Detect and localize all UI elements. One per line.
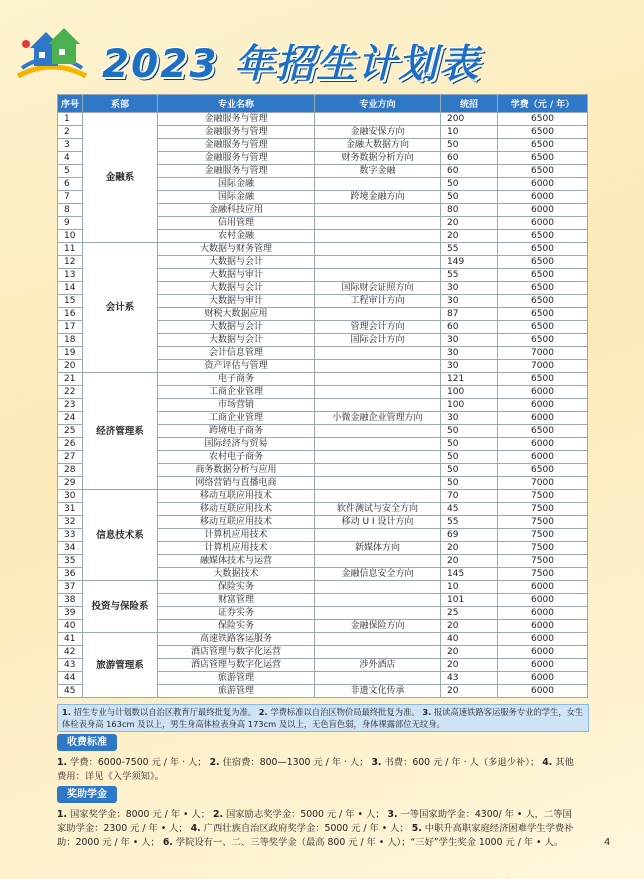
cell-major: 高速铁路客运服务	[158, 633, 315, 646]
cell-major: 金融服务与管理	[158, 152, 315, 165]
fee-num: 4.	[542, 757, 553, 768]
cell-index: 23	[58, 399, 83, 412]
cell-tuition: 6000	[498, 217, 588, 230]
cell-major: 酒店管理与数字化运营	[158, 646, 315, 659]
cell-index: 10	[58, 230, 83, 243]
cell-major: 农村金融	[158, 230, 315, 243]
cell-major: 酒店管理与数字化运营	[158, 659, 315, 672]
cell-quota: 60	[441, 165, 498, 178]
cell-quota: 50	[441, 425, 498, 438]
cell-direction	[315, 555, 441, 568]
cell-direction	[315, 347, 441, 360]
cell-major: 金融服务与管理	[158, 126, 315, 139]
cell-index: 17	[58, 321, 83, 334]
cell-major: 大数据与审计	[158, 295, 315, 308]
cell-quota: 20	[441, 659, 498, 672]
cell-quota: 100	[441, 399, 498, 412]
cell-direction: 国际财会证照方向	[315, 282, 441, 295]
sch-num: 6.	[162, 837, 173, 848]
cell-major: 旅游管理	[158, 685, 315, 698]
note-text: 报读高速铁路客运服务专业的学生，女生体检表身高 163cm 及以上，男生身高体检表身高 173cm 及以上，无色盲色弱，身体裸露部位无纹身。	[62, 707, 584, 729]
cell-index: 43	[58, 659, 83, 672]
cell-dept: 信息技术系	[83, 490, 158, 581]
sch-num: 3.	[387, 809, 398, 820]
cell-major: 国际金融	[158, 191, 315, 204]
cell-direction: 管理会计方向	[315, 321, 441, 334]
cell-direction: 移动 U I 设计方向	[315, 516, 441, 529]
cell-quota: 60	[441, 152, 498, 165]
fee-num: 3.	[371, 757, 382, 768]
cell-quota: 50	[441, 477, 498, 490]
cell-quota: 101	[441, 594, 498, 607]
cell-dept: 旅游管理系	[83, 633, 158, 698]
cell-direction	[315, 594, 441, 607]
cell-tuition: 6500	[498, 282, 588, 295]
cell-tuition: 6000	[498, 659, 588, 672]
cell-tuition: 6000	[498, 633, 588, 646]
cell-index: 12	[58, 256, 83, 269]
table-row	[58, 633, 588, 646]
cell-tuition: 6000	[498, 438, 588, 451]
cell-quota: 50	[441, 191, 498, 204]
cell-tuition: 6500	[498, 269, 588, 282]
cell-major: 大数据与会计	[158, 256, 315, 269]
table-row	[58, 581, 588, 594]
table-body	[58, 113, 588, 698]
sch-text: 一等国家助学金：4300/ 年 • 人，二等国家助学金：2300 元 / 年 • 人；	[57, 809, 572, 834]
note-num: 1.	[62, 707, 71, 717]
cell-tuition: 6000	[498, 646, 588, 659]
sch-num: 4.	[190, 823, 201, 834]
cell-index: 35	[58, 555, 83, 568]
sch-text: 国家奖学金：8000 元 / 年 • 人；	[67, 809, 210, 820]
cell-quota: 50	[441, 451, 498, 464]
cell-major: 旅游管理	[158, 672, 315, 685]
cell-index: 31	[58, 503, 83, 516]
cell-major: 移动互联应用技术	[158, 516, 315, 529]
cell-major: 国际金融	[158, 178, 315, 191]
sch-text: 学院设有一、二、三等奖学金（最高 800 元 / 年 • 人）；“三好”学生奖金 1000 元 / 年 • 人。	[172, 837, 564, 848]
cell-major: 金融服务与管理	[158, 165, 315, 178]
cell-direction	[315, 243, 441, 256]
cell-quota: 20	[441, 230, 498, 243]
cell-tuition: 7000	[498, 360, 588, 373]
cell-quota: 40	[441, 633, 498, 646]
cell-index: 38	[58, 594, 83, 607]
cell-tuition: 6500	[498, 152, 588, 165]
cell-direction: 数字金融	[315, 165, 441, 178]
cell-quota: 55	[441, 269, 498, 282]
header-dept: 系部	[83, 95, 158, 113]
cell-index: 9	[58, 217, 83, 230]
cell-direction: 财务数据分析方向	[315, 152, 441, 165]
cell-tuition: 7500	[498, 503, 588, 516]
cell-major: 计算机应用技术	[158, 542, 315, 555]
cell-tuition: 6500	[498, 464, 588, 477]
cell-major: 财税大数据应用	[158, 308, 315, 321]
scholarship-text	[57, 808, 579, 850]
cell-index: 1	[58, 113, 83, 126]
cell-tuition: 7500	[498, 516, 588, 529]
cell-tuition: 7500	[498, 529, 588, 542]
cell-dept: 投资与保险系	[83, 581, 158, 633]
cell-quota: 50	[441, 438, 498, 451]
cell-quota: 30	[441, 360, 498, 373]
cell-major: 计算机应用技术	[158, 529, 315, 542]
cell-index: 6	[58, 178, 83, 191]
cell-tuition: 7000	[498, 347, 588, 360]
cell-major: 国际经济与贸易	[158, 438, 315, 451]
cell-tuition: 7500	[498, 542, 588, 555]
cell-direction	[315, 477, 441, 490]
fee-text: 其他费用：详见《入学须知》。	[57, 757, 574, 782]
cell-index: 39	[58, 607, 83, 620]
cell-tuition: 6000	[498, 581, 588, 594]
cell-quota: 20	[441, 555, 498, 568]
cell-direction	[315, 178, 441, 191]
cell-tuition: 6000	[498, 191, 588, 204]
cell-direction	[315, 386, 441, 399]
cell-tuition: 6000	[498, 412, 588, 425]
sch-num: 5.	[411, 823, 422, 834]
cell-quota: 80	[441, 204, 498, 217]
cell-tuition: 6500	[498, 373, 588, 386]
cell-major: 会计信息管理	[158, 347, 315, 360]
sch-text: 中职升高职家庭经济困难学生学费补助：2000 元 / 年 • 人；	[57, 823, 574, 848]
scholarship-badge: 奖助学金	[57, 786, 117, 803]
fee-text: 书费：600 元 / 年 · 人（多退少补）；	[381, 757, 540, 768]
cell-major: 工商企业管理	[158, 412, 315, 425]
cell-tuition: 6000	[498, 451, 588, 464]
header-direction: 专业方向	[315, 95, 441, 113]
cell-quota: 20	[441, 685, 498, 698]
cell-dept: 经济管理系	[83, 373, 158, 490]
cell-quota: 30	[441, 334, 498, 347]
cell-major: 电子商务	[158, 373, 315, 386]
cell-major: 资产评估与管理	[158, 360, 315, 373]
cell-major: 金融服务与管理	[158, 113, 315, 126]
enrollment-plan-table	[57, 94, 588, 698]
cell-direction	[315, 607, 441, 620]
cell-tuition: 6500	[498, 295, 588, 308]
cell-major: 市场营销	[158, 399, 315, 412]
cell-index: 21	[58, 373, 83, 386]
cell-major: 大数据与会计	[158, 282, 315, 295]
cell-tuition: 6500	[498, 256, 588, 269]
cell-direction	[315, 490, 441, 503]
cell-index: 44	[58, 672, 83, 685]
cell-direction: 跨境金融方向	[315, 191, 441, 204]
cell-index: 19	[58, 347, 83, 360]
cell-index: 33	[58, 529, 83, 542]
cell-index: 30	[58, 490, 83, 503]
cell-index: 7	[58, 191, 83, 204]
fee-text: 住宿费：800—1300 元 / 年 · 人；	[219, 757, 369, 768]
cell-major: 大数据与审计	[158, 269, 315, 282]
table-row	[58, 373, 588, 386]
cell-major: 大数据与会计	[158, 334, 315, 347]
cell-tuition: 6000	[498, 204, 588, 217]
page-title: 2023 年招生计划表	[102, 42, 481, 87]
table-header-row	[58, 95, 588, 113]
cell-quota: 43	[441, 672, 498, 685]
cell-tuition: 6000	[498, 399, 588, 412]
cell-tuition: 6000	[498, 594, 588, 607]
cell-tuition: 6500	[498, 126, 588, 139]
cell-index: 2	[58, 126, 83, 139]
table-row	[58, 490, 588, 503]
cell-major: 工商企业管理	[158, 386, 315, 399]
cell-direction: 国际会计方向	[315, 334, 441, 347]
cell-index: 36	[58, 568, 83, 581]
cell-index: 28	[58, 464, 83, 477]
cell-major: 商务数据分析与应用	[158, 464, 315, 477]
cell-major: 财富管理	[158, 594, 315, 607]
cell-quota: 50	[441, 178, 498, 191]
school-logo	[12, 18, 92, 84]
sch-text: 广西壮族自治区政府奖学金：5000 元 / 年 • 人；	[200, 823, 409, 834]
cell-quota: 70	[441, 490, 498, 503]
cell-direction: 金融保险方向	[315, 620, 441, 633]
cell-major: 金融服务与管理	[158, 139, 315, 152]
cell-direction	[315, 464, 441, 477]
cell-tuition: 6500	[498, 243, 588, 256]
fees-text	[57, 756, 579, 784]
cell-tuition: 6500	[498, 165, 588, 178]
cell-quota: 121	[441, 373, 498, 386]
cell-index: 22	[58, 386, 83, 399]
cell-tuition: 6000	[498, 178, 588, 191]
sch-num: 2.	[212, 809, 223, 820]
page-number: 4	[604, 837, 611, 848]
cell-index: 18	[58, 334, 83, 347]
cell-dept: 会计系	[83, 243, 158, 373]
cell-index: 32	[58, 516, 83, 529]
cell-tuition: 6500	[498, 308, 588, 321]
note-num: 3.	[422, 707, 432, 717]
cell-tuition: 6500	[498, 113, 588, 126]
cell-dept: 金融系	[83, 113, 158, 243]
cell-index: 8	[58, 204, 83, 217]
cell-direction	[315, 217, 441, 230]
cell-index: 29	[58, 477, 83, 490]
cell-index: 14	[58, 282, 83, 295]
cell-direction	[315, 633, 441, 646]
cell-index: 34	[58, 542, 83, 555]
sch-num: 1.	[57, 809, 68, 820]
cell-tuition: 6500	[498, 321, 588, 334]
cell-tuition: 7000	[498, 477, 588, 490]
cell-index: 20	[58, 360, 83, 373]
cell-quota: 30	[441, 412, 498, 425]
cell-direction: 金融大数据方向	[315, 139, 441, 152]
cell-index: 25	[58, 425, 83, 438]
cell-quota: 10	[441, 581, 498, 594]
cell-index: 3	[58, 139, 83, 152]
fees-badge: 收费标准	[57, 734, 117, 751]
cell-major: 移动互联应用技术	[158, 503, 315, 516]
cell-quota: 30	[441, 282, 498, 295]
cell-major: 证券实务	[158, 607, 315, 620]
cell-tuition: 6500	[498, 334, 588, 347]
cell-tuition: 6000	[498, 672, 588, 685]
cell-quota: 10	[441, 126, 498, 139]
cell-tuition: 7500	[498, 555, 588, 568]
cell-direction	[315, 373, 441, 386]
table-row	[58, 113, 588, 126]
cell-quota: 20	[441, 620, 498, 633]
cell-direction	[315, 360, 441, 373]
cell-quota: 87	[441, 308, 498, 321]
cell-major: 保险实务	[158, 620, 315, 633]
cell-major: 大数据与财务管理	[158, 243, 315, 256]
cell-quota: 30	[441, 295, 498, 308]
cell-index: 45	[58, 685, 83, 698]
cell-major: 大数据与会计	[158, 321, 315, 334]
cell-direction	[315, 425, 441, 438]
table-row	[58, 243, 588, 256]
cell-major: 跨境电子商务	[158, 425, 315, 438]
cell-direction	[315, 529, 441, 542]
cell-direction	[315, 256, 441, 269]
cell-direction	[315, 399, 441, 412]
cell-quota: 45	[441, 503, 498, 516]
cell-direction	[315, 308, 441, 321]
cell-quota: 30	[441, 347, 498, 360]
cell-direction	[315, 646, 441, 659]
header-tuition: 学费（元 / 年）	[498, 95, 588, 113]
header-quota: 统招	[441, 95, 498, 113]
cell-quota: 55	[441, 243, 498, 256]
cell-direction: 涉外酒店	[315, 659, 441, 672]
cell-direction	[315, 230, 441, 243]
cell-major: 农村电子商务	[158, 451, 315, 464]
footnote-box	[57, 704, 589, 732]
fee-num: 1.	[57, 757, 68, 768]
note-text: 招生专业与计划数以自治区教育厅最终批复为准。	[70, 707, 257, 717]
cell-direction: 新媒体方向	[315, 542, 441, 555]
cell-quota: 20	[441, 542, 498, 555]
cell-major: 移动互联应用技术	[158, 490, 315, 503]
cell-direction	[315, 581, 441, 594]
cell-major: 信用管理	[158, 217, 315, 230]
cell-tuition: 6500	[498, 139, 588, 152]
cell-index: 24	[58, 412, 83, 425]
header-major: 专业名称	[158, 95, 315, 113]
cell-quota: 100	[441, 386, 498, 399]
cell-direction: 金融安保方向	[315, 126, 441, 139]
cell-quota: 25	[441, 607, 498, 620]
cell-quota: 55	[441, 516, 498, 529]
cell-quota: 20	[441, 217, 498, 230]
cell-tuition: 6000	[498, 607, 588, 620]
sch-text: 国家励志奖学金：5000 元 / 年 • 人；	[222, 809, 385, 820]
cell-tuition: 7500	[498, 490, 588, 503]
cell-major: 融媒体技术与运营	[158, 555, 315, 568]
cell-index: 27	[58, 451, 83, 464]
fee-text: 学费：6000-7500 元 / 年 · 人；	[67, 757, 207, 768]
cell-direction	[315, 204, 441, 217]
cell-index: 26	[58, 438, 83, 451]
cell-direction: 小微金融企业管理方向	[315, 412, 441, 425]
cell-index: 37	[58, 581, 83, 594]
cell-tuition: 6500	[498, 425, 588, 438]
cell-quota: 200	[441, 113, 498, 126]
cell-index: 4	[58, 152, 83, 165]
cell-major: 金融科技应用	[158, 204, 315, 217]
fee-num: 2.	[209, 757, 220, 768]
cell-index: 15	[58, 295, 83, 308]
cell-quota: 50	[441, 139, 498, 152]
cell-quota: 60	[441, 321, 498, 334]
cell-direction	[315, 438, 441, 451]
cell-index: 16	[58, 308, 83, 321]
cell-quota: 69	[441, 529, 498, 542]
cell-major: 大数据技术	[158, 568, 315, 581]
cell-direction	[315, 672, 441, 685]
cell-direction	[315, 269, 441, 282]
cell-index: 5	[58, 165, 83, 178]
cell-index: 11	[58, 243, 83, 256]
cell-direction: 软件测试与安全方向	[315, 503, 441, 516]
cell-index: 40	[58, 620, 83, 633]
cell-tuition: 7500	[498, 568, 588, 581]
note-text: 学费标准以自治区物价局最终批复为准。	[267, 707, 420, 717]
header-index: 序号	[58, 95, 83, 113]
cell-tuition: 6000	[498, 386, 588, 399]
cell-direction: 非遗文化传承	[315, 685, 441, 698]
cell-tuition: 6500	[498, 230, 588, 243]
cell-quota: 20	[441, 646, 498, 659]
cell-tuition: 6000	[498, 620, 588, 633]
cell-tuition: 6000	[498, 685, 588, 698]
cell-quota: 50	[441, 464, 498, 477]
cell-direction	[315, 113, 441, 126]
cell-index: 41	[58, 633, 83, 646]
cell-direction: 金融信息安全方向	[315, 568, 441, 581]
cell-major: 网络营销与直播电商	[158, 477, 315, 490]
cell-major: 保险实务	[158, 581, 315, 594]
cell-quota: 145	[441, 568, 498, 581]
cell-direction	[315, 451, 441, 464]
cell-index: 42	[58, 646, 83, 659]
cell-index: 13	[58, 269, 83, 282]
cell-quota: 149	[441, 256, 498, 269]
cell-direction: 工程审计方向	[315, 295, 441, 308]
note-num: 2.	[258, 707, 268, 717]
